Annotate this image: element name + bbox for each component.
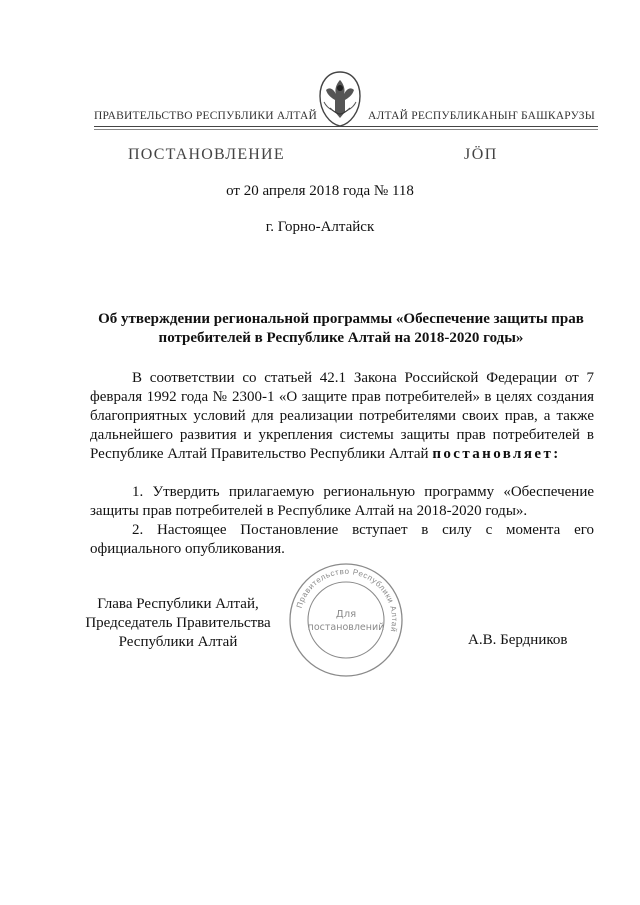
decree-word: постановляет: <box>432 446 561 462</box>
document-city: г. Горно-Алтайск <box>265 219 375 235</box>
document-type-ru: ПОСТАНОВЛЕНИЕ <box>128 146 285 163</box>
preamble-text: В соответствии со статьей 42.1 Закона Российской Федерации от 7 февраля 1992 года № 2300-1 «О защите прав потребителей» в целях создания благоприятных условий для реализации потребителями своих прав, а также дальнейшего развития и укрепления системы защиты прав потребителей в Республике Алтай Правительство Республики Алтай <box>90 370 594 462</box>
stamp-center-line-2: постановлений <box>307 622 385 633</box>
item-2: 2. Настоящее Постановление вступает в силу с момента его официального опубликования. <box>90 522 594 557</box>
coat-of-arms-emblem-icon <box>312 68 368 130</box>
preamble-paragraph <box>90 369 594 464</box>
government-name-altai: АЛТАЙ РЕСПУБЛИКАНЫҤ БАШКАРУЗЫ <box>368 110 595 122</box>
document-date-number: от 20 апреля 2018 года № 118 <box>226 183 414 199</box>
position-line-1: Глава Республики Алтай, <box>97 596 259 612</box>
official-stamp <box>286 560 406 680</box>
stamp-ring-text: Правительство Республики Алтай <box>294 566 400 634</box>
stamp-center-line-1: Для <box>335 609 357 620</box>
document-type-altai: JӦП <box>464 146 498 163</box>
header-rule-thin <box>94 129 598 130</box>
header-rule <box>94 126 598 127</box>
position-line-3: Республики Алтай <box>118 634 238 650</box>
title-line-2: потребителей в Республике Алтай на 2018-2020 годы» <box>158 330 524 346</box>
signatory-position <box>78 595 278 652</box>
title-line-1: Об утверждении региональной программы «Обеспечение защиты прав <box>98 311 584 327</box>
position-line-2: Председатель Правительства <box>85 615 271 631</box>
document-title <box>88 310 594 348</box>
item-1: 1. Утвердить прилагаемую региональную программу «Обеспечение защиты прав потребителей в Республике Алтай на 2018-2020 годы». <box>90 484 594 519</box>
document-body <box>90 369 594 559</box>
signatory-name: А.В. Бердников <box>468 632 568 648</box>
government-name-ru: ПРАВИТЕЛЬСТВО РЕСПУБЛИКИ АЛТАЙ <box>94 110 318 122</box>
